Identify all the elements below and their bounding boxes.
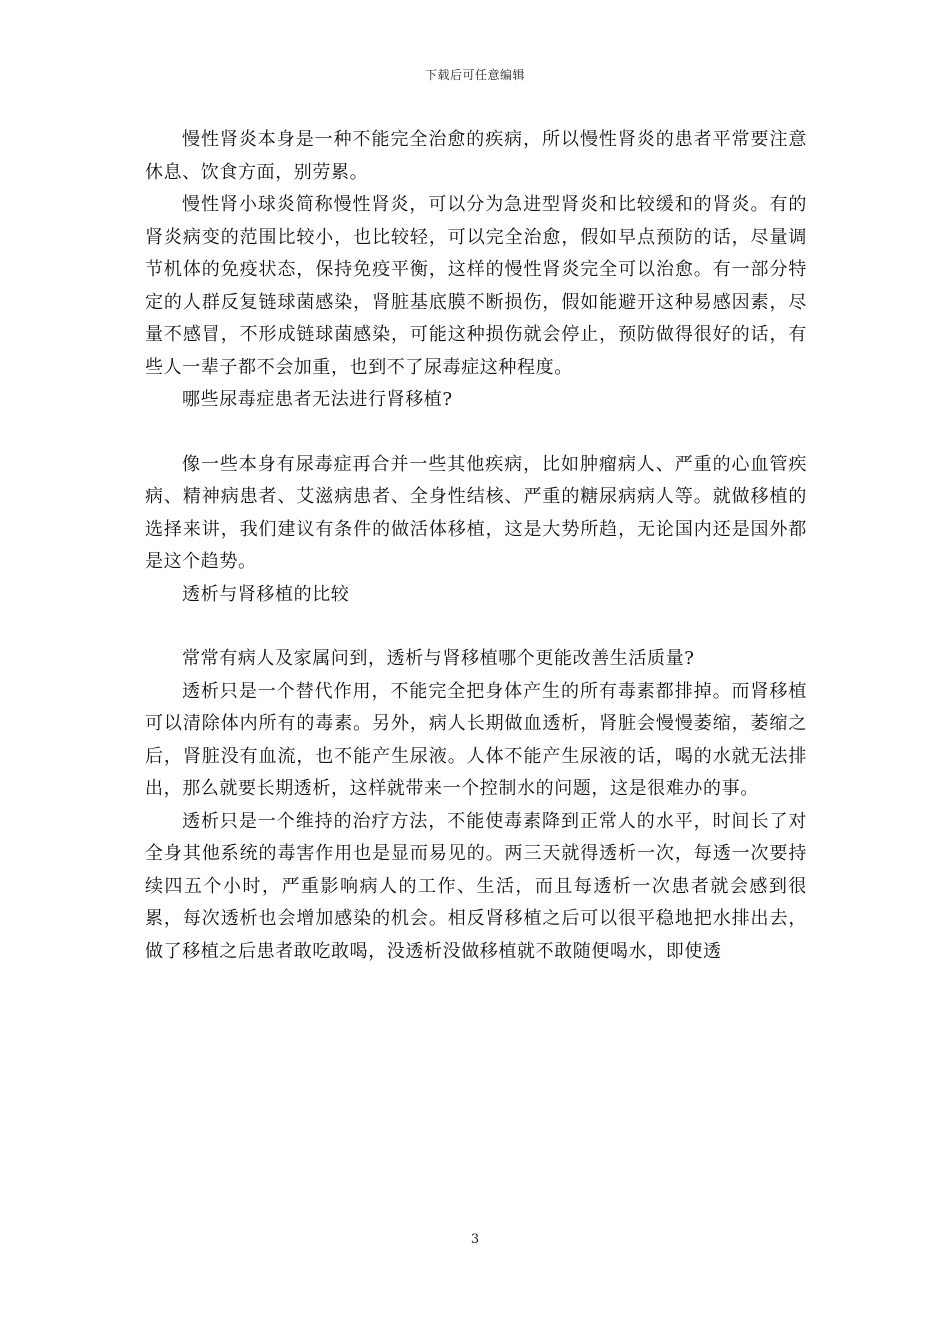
section-heading-dialysis-vs-transplant: 透析与肾移植的比较 [182, 583, 350, 605]
document-body [145, 124, 807, 968]
paragraph-dialysis-maintenance: 透析只是一个维持的治疗方法，不能使毒素降到正常人的水平，时间长了对全身其他系统的毒害作用也是显而易见的。两三天就得透析一次，每透一次要持续四五个小时，严重影响病人的工作、生活，而且每透析一次患者就会感到很累，每次透析也会增加感染的机会。相反肾移植之后可以很平稳地把水排出去，做了移植之后患者敢吃敢喝，没透析没做移植就不敢随便喝水，即使透 [145, 810, 807, 962]
page-number: 3 [470, 1232, 480, 1247]
paragraph-transplant-ineligible: 像一些本身有尿毒症再合并一些其他疾病，比如肿瘤病人、严重的心血管疾病、精神病患者、艾滋病患者、全身性结核、严重的糖尿病病人等。就做移植的选择来讲，我们建议有条件的做活体移植，这是大势所趋，无论国内还是国外都是这个趋势。 [145, 453, 807, 572]
page-header: 下载后可任意编辑 [424, 68, 525, 82]
paragraph-chronic-glomerulonephritis: 慢性肾小球炎简称慢性肾炎，可以分为急进型肾炎和比较缓和的肾炎。有的肾炎病变的范围比较小，也比较轻，可以完全治愈，假如早点预防的话，尽量调节机体的免疫状态，保持免疫平衡，这样的慢性肾炎完全可以治愈。有一部分特定的人群反复链球菌感染，肾脏基底膜不断损伤，假如能避开这种易感因素，尽量不感冒，不形成链球菌感染，可能这种损伤就会停止，预防做得很好的话，有些人一辈子都不会加重，也到不了尿毒症这种程度。 [145, 194, 807, 378]
paragraph-dialysis-replacement: 透析只是一个替代作用，不能完全把身体产生的所有毒素都排掉。而肾移植可以清除体内所有的毒素。另外，病人长期做血透析，肾脏会慢慢萎缩，萎缩之后，肾脏没有血流，也不能产生尿液。人体不能产生尿液的话，喝的水就无法排出，那么就要长期透析，这样就带来一个控制水的问题，这是很难办的事。 [145, 680, 807, 799]
paragraph-chronic-nephritis-intro: 慢性肾炎本身是一种不能完全治愈的疾病，所以慢性肾炎的患者平常要注意休息、饮食方面，别劳累。 [145, 129, 807, 183]
section-heading-transplant-ineligible: 哪些尿毒症患者无法进行肾移植? [182, 389, 453, 410]
paragraph-quality-of-life-question: 常常有病人及家属问到，透析与肾移植哪个更能改善生活质量? [182, 648, 695, 669]
